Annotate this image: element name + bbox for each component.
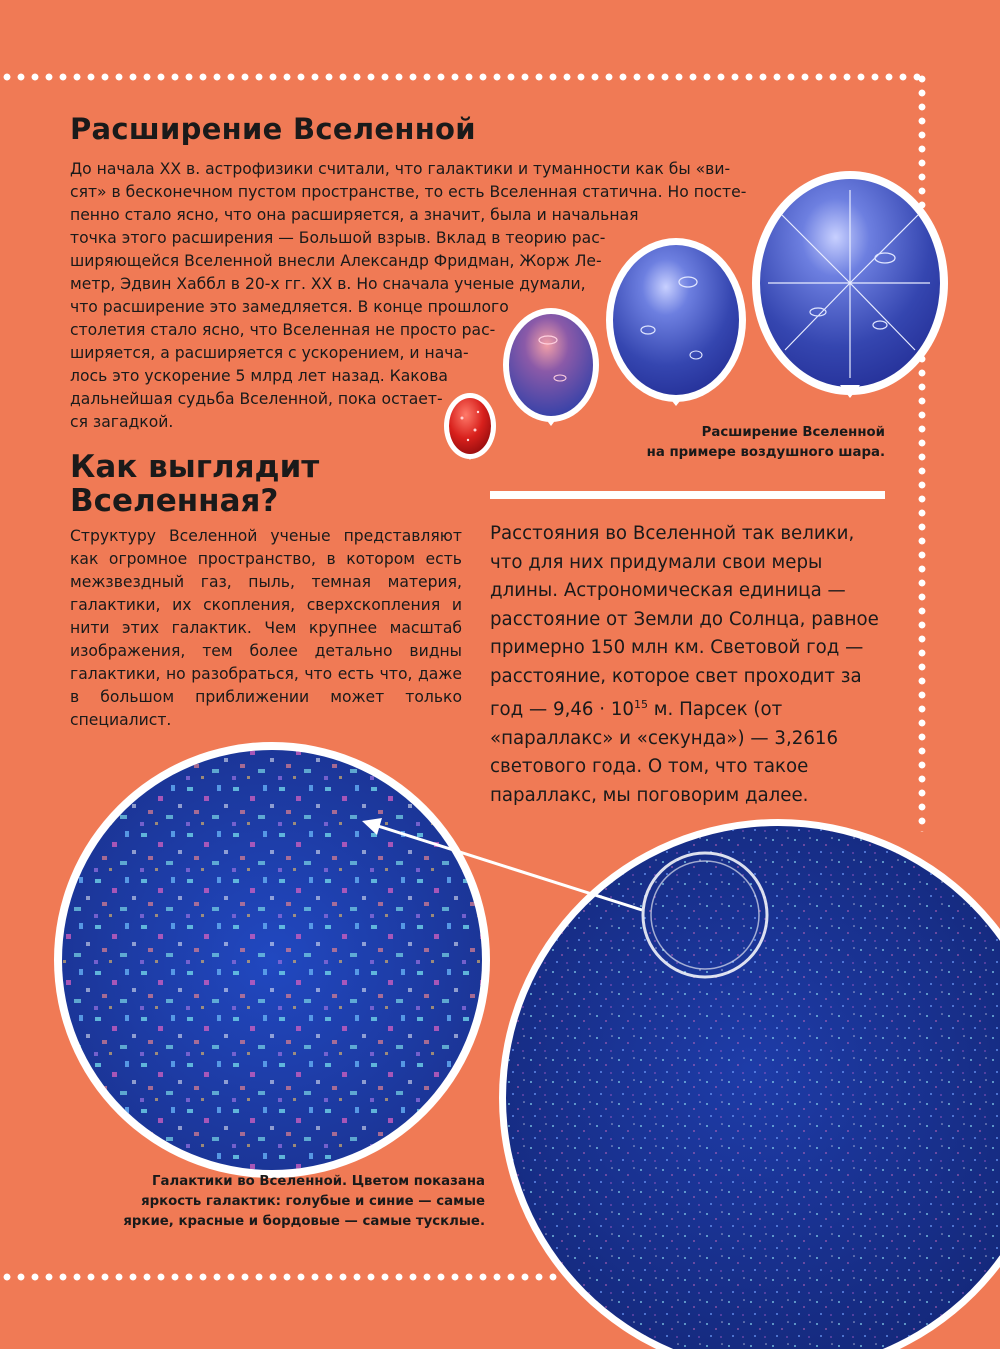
balloon-caption-line: Расширение Вселенной bbox=[701, 425, 885, 440]
galaxy-map-wide bbox=[499, 819, 1000, 1349]
expansion-line: столетия стало ясно, что Вселенная не просто рас- bbox=[70, 321, 496, 339]
section-title-universe bbox=[70, 450, 370, 518]
expansion-line: сят» в бесконечном пустом пространстве, то есть Вселенная статична. Но посте- bbox=[70, 183, 747, 201]
section-title-expansion: Расширение Вселенной bbox=[70, 112, 476, 146]
galaxy-caption-line: яркие, красные и бордовые — самые тусклые. bbox=[123, 1214, 485, 1229]
expansion-paragraph bbox=[70, 158, 760, 434]
expansion-line: пенно стало ясно, что она расширяется, а значит, была и начальная bbox=[70, 206, 639, 224]
balloon-caption bbox=[600, 423, 885, 463]
distance-text-part2: м. Парсек (от «параллакс» и «секунда») — 3,2616 светового года. О том, что такое параллакс, мы поговорим далее. bbox=[490, 699, 839, 806]
expansion-line: ся загадкой. bbox=[70, 413, 174, 431]
balloon-caption-line: на примере воздушного шара. bbox=[646, 445, 885, 460]
distance-exponent: 15 bbox=[634, 698, 648, 711]
expansion-line: что расширение это замедляется. В конце прошлого bbox=[70, 298, 509, 316]
expansion-line: лось это ускорение 5 млрд лет назад. Какова bbox=[70, 367, 448, 385]
galaxy-caption-line: яркость галактик: голубые и синие — самые bbox=[141, 1194, 485, 1209]
divider-rule bbox=[490, 491, 885, 499]
expansion-line: До начала XX в. астрофизики считали, что галактики и туманности как бы «ви- bbox=[70, 160, 731, 178]
expansion-line: точка этого расширения — Большой взрыв. Вклад в теорию рас- bbox=[70, 229, 606, 247]
expansion-line: метр, Эдвин Хаббл в 20-х гг. XX в. Но сначала ученые думали, bbox=[70, 275, 586, 293]
section-title-universe-line: Вселенная? bbox=[70, 483, 279, 519]
distance-paragraph bbox=[490, 520, 890, 810]
galaxy-caption-line: Галактики во Вселенной. Цветом показана bbox=[152, 1174, 485, 1189]
large-balloon bbox=[752, 171, 948, 398]
galaxy-map-zoom bbox=[54, 742, 490, 1178]
distance-text-part1: Расстояния во Вселенной так велики, что для них придумали свои меры длины. Астрономическая единица — расстояние от Земли до Солнца, равное примерно 150 млн км. Световой год — расстояние, которое свет проходит за год — 9,46 · 10 bbox=[490, 523, 879, 721]
expansion-line: ширяется, а расширяется с ускорением, и нача- bbox=[70, 344, 469, 362]
expansion-line: дальнейшая судьба Вселенной, пока остает- bbox=[70, 390, 443, 408]
structure-paragraph: Структуру Вселенной ученые представляют как огромное пространство, в котором есть межзвездный газ, пыль, темная материя, галактики, их скопления, сверхскопления и нити этих галактик. Чем крупнее масштаб изображения, тем более детально видны галактики, но разобраться, что есть что, даже в большом приближении может только специалист. bbox=[70, 527, 462, 729]
expansion-line: ширяющейся Вселенной внесли Александр Фридман, Жорж Ле- bbox=[70, 252, 602, 270]
galaxy-caption bbox=[110, 1172, 485, 1232]
section-title-universe-line: Как выглядит bbox=[70, 449, 320, 485]
